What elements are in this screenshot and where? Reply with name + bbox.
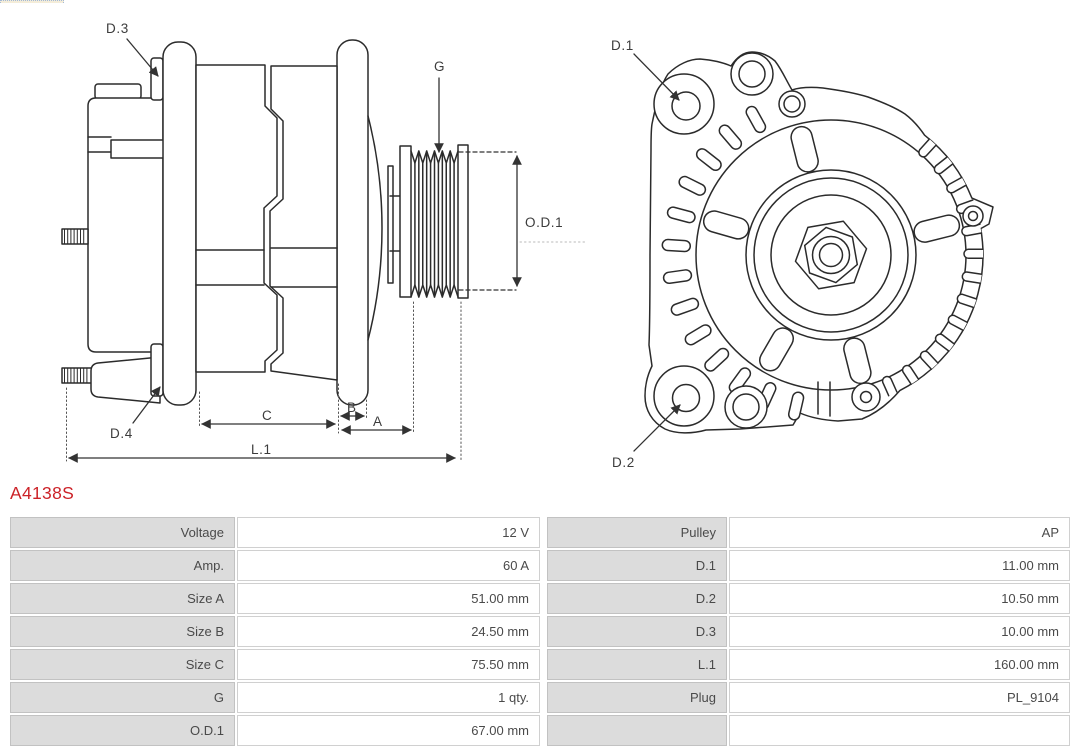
spec-value: 160.00 mm	[729, 649, 1070, 680]
upper-mount-boss	[151, 58, 163, 100]
lower-mount-boss	[151, 344, 163, 396]
table-row	[10, 550, 1070, 581]
spec-label: O.D.1	[10, 715, 235, 746]
dim-label-g: G	[434, 59, 446, 74]
shaft-end	[820, 244, 843, 267]
spec-label: Plug	[547, 682, 727, 713]
shaft-washer	[388, 166, 393, 283]
spec-value	[729, 715, 1070, 746]
spec-table	[10, 517, 1070, 748]
spec-label: D.3	[547, 616, 727, 647]
dim-label-a: A	[373, 414, 383, 429]
mount-hole-d2	[673, 385, 700, 412]
spec-value: 67.00 mm	[237, 715, 540, 746]
table-row	[10, 649, 1070, 680]
dim-label-od1: O.D.1	[525, 215, 564, 230]
pulley-right-flange	[458, 145, 468, 298]
spec-value: 24.50 mm	[237, 616, 540, 647]
dim-label-d4: D.4	[110, 426, 133, 441]
foot-boss-hole	[861, 392, 872, 403]
vent-slot	[662, 239, 691, 252]
spec-value: 75.50 mm	[237, 649, 540, 680]
rear-housing	[88, 98, 163, 352]
edge-boss-hole	[969, 212, 978, 221]
stator-front-half	[270, 66, 337, 380]
table-row	[10, 715, 1070, 746]
cooling-fin	[962, 272, 982, 283]
spec-value: 10.50 mm	[729, 583, 1070, 614]
dim-label-c: C	[262, 408, 273, 423]
spec-value: 12 V	[237, 517, 540, 548]
dim-label-d3: D.3	[106, 21, 129, 36]
front-flange-bar	[337, 40, 368, 405]
spec-value: PL_9104	[729, 682, 1070, 713]
upper-hole-3	[784, 96, 800, 112]
bearing-bulge	[368, 116, 382, 340]
b-terminal-foot	[91, 357, 160, 403]
spec-label: Pulley	[547, 517, 727, 548]
regulator-slot	[111, 140, 165, 158]
spec-value: 11.00 mm	[729, 550, 1070, 581]
upper-hole-2	[739, 61, 765, 87]
spec-value: 60 A	[237, 550, 540, 581]
rear-flange-bar	[163, 42, 196, 405]
spec-value: 51.00 mm	[237, 583, 540, 614]
table-row	[10, 583, 1070, 614]
spec-label: Voltage	[10, 517, 235, 548]
cooling-fin	[964, 249, 983, 258]
dim-label-l1: L.1	[251, 442, 272, 457]
dim-label-d2: D.2	[612, 455, 635, 470]
spec-label: Amp.	[10, 550, 235, 581]
pulley-left-flange	[400, 146, 411, 297]
table-row	[10, 682, 1070, 713]
table-row	[10, 616, 1070, 647]
spec-value: AP	[729, 517, 1070, 548]
dim-label-b: B	[347, 400, 357, 415]
spec-value: 10.00 mm	[729, 616, 1070, 647]
spec-label: Size B	[10, 616, 235, 647]
front-view-drawing	[611, 38, 993, 470]
spec-label	[547, 715, 727, 746]
table-row	[10, 517, 1070, 548]
spec-value: 1 qty.	[237, 682, 540, 713]
spec-label: Size C	[10, 649, 235, 680]
stator-rear-half	[196, 65, 277, 372]
dim-label-d1: D.1	[611, 38, 634, 53]
mount-hole-d1	[672, 92, 700, 120]
spec-label: G	[10, 682, 235, 713]
spec-label: L.1	[547, 649, 727, 680]
side-view-drawing	[62, 21, 585, 461]
pulley	[400, 145, 468, 298]
spec-label: Size A	[10, 583, 235, 614]
lower-hole-2	[733, 394, 759, 420]
part-number: A4138S	[10, 483, 75, 503]
spec-label: D.2	[547, 583, 727, 614]
spec-label: D.1	[547, 550, 727, 581]
rear-housing-boss	[95, 84, 141, 99]
